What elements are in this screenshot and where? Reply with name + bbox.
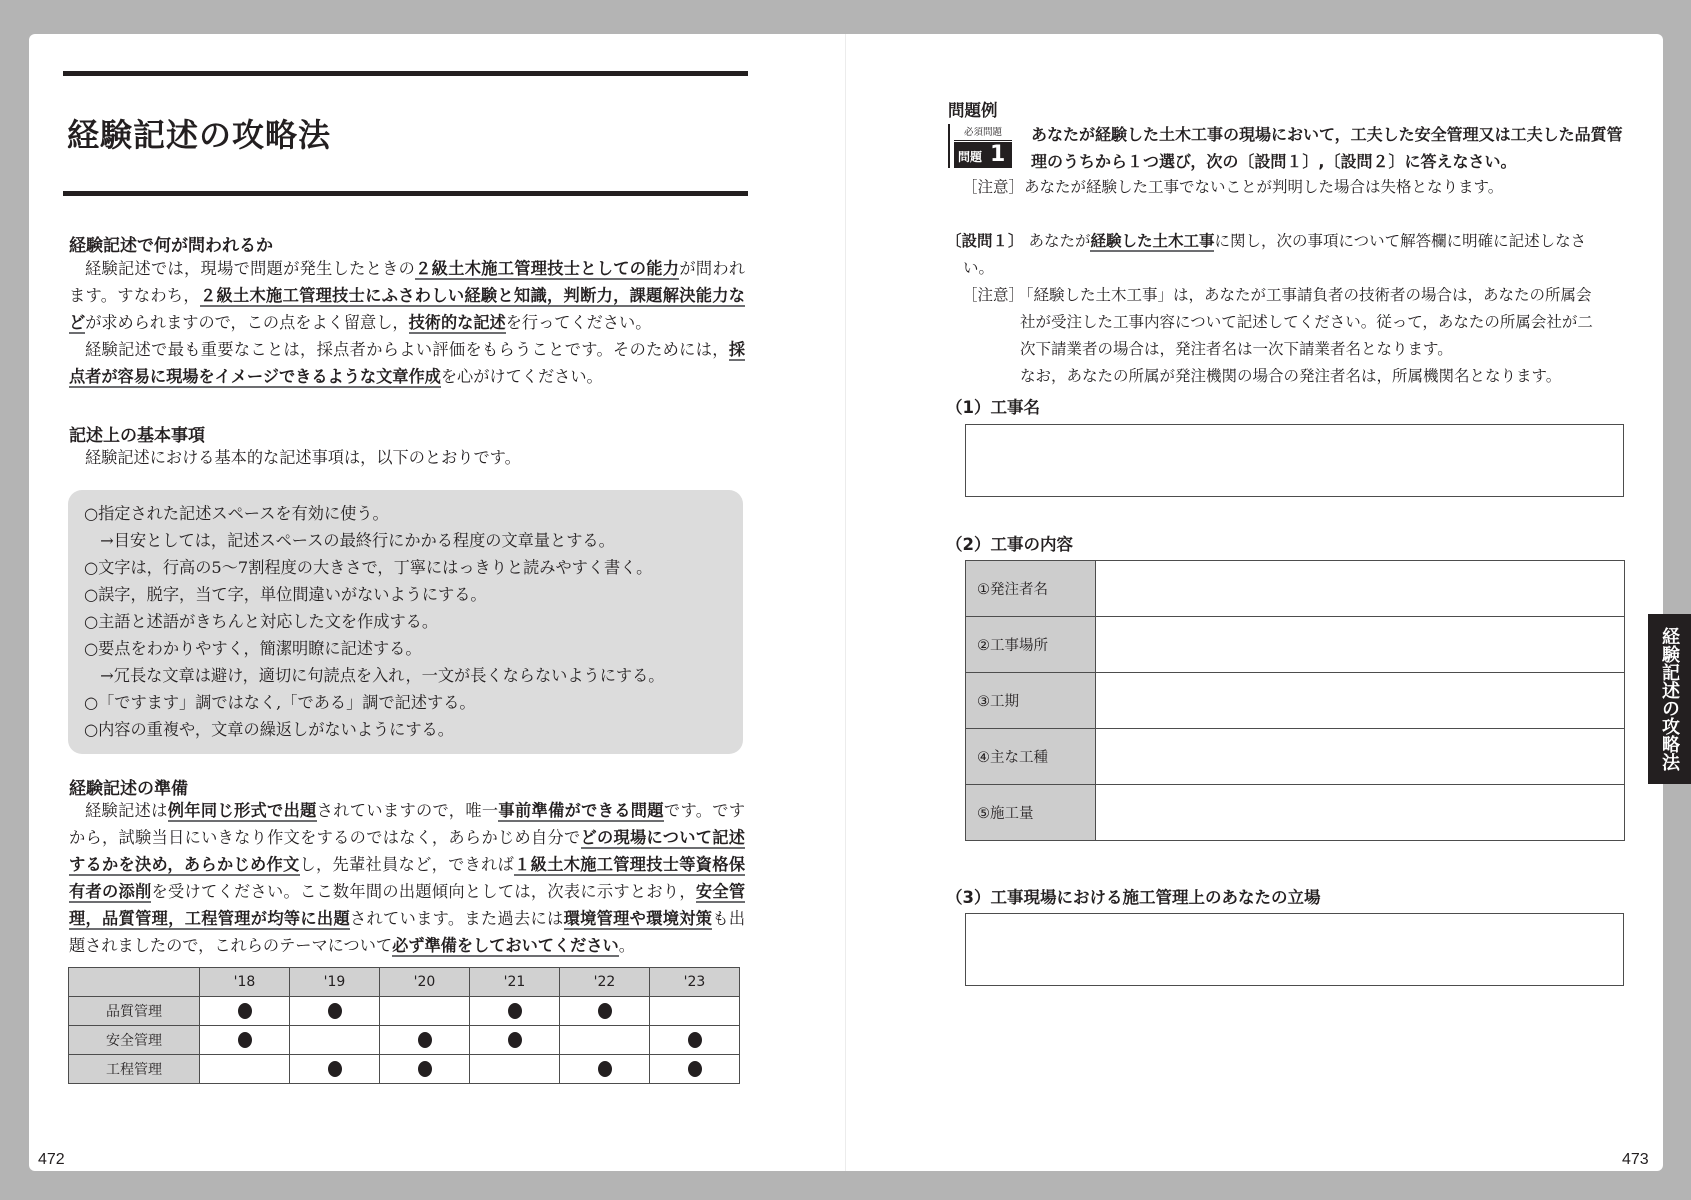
sub1-text-after: に関し，次の事項について解答欄に明確に記述しなさ — [1214, 232, 1587, 250]
construction-details-table — [965, 560, 1625, 841]
checklist-box — [68, 490, 743, 754]
your-position-field[interactable] — [965, 913, 1624, 986]
item2-label: （2）工事の内容 — [946, 535, 1073, 554]
emphasis-text: 技術的な記述 — [408, 313, 506, 332]
detail-answer-field[interactable] — [1096, 673, 1625, 729]
checklist-item: ○「ですます」調ではなく,「である」調で記述する。 — [84, 693, 476, 712]
note-line: 「経験した土木工事」は，あなたが工事請負者の技術者の場合は，あなたの所属会 — [1018, 286, 1592, 304]
year-cell — [650, 997, 740, 1026]
body-text: が問われます。すなわち， — [69, 259, 746, 305]
sub1-note-lines — [1018, 282, 1593, 390]
body-text: 経験記述では，現場で問題が発生したときの — [85, 259, 416, 278]
body-text: が求められますので，この点をよく留意し， — [85, 313, 409, 332]
year-cell — [560, 997, 650, 1026]
body-text: 経験記述は — [85, 801, 168, 820]
title-top-rule — [63, 71, 748, 76]
checklist-item: ○誤字，脱字，当て字，単位間違いがないようにする。 — [84, 585, 487, 604]
page-number-left: 472 — [38, 1151, 65, 1168]
emphasis-text: ２級土木施工管理技士としての能力 — [415, 259, 680, 278]
year-cell — [560, 1055, 650, 1084]
emphasis-text: ２級土木施工管理技士にふさわしい経験と知識，判断力，課題解決能力など — [69, 286, 745, 332]
checklist-item: →目安としては，記述スペースの最終行にかかる程度の文章量とする。 — [84, 531, 615, 550]
page-gutter — [845, 34, 846, 1171]
section-heading-preparation: 経験記述の準備 — [69, 779, 188, 799]
emphasis-text: 採点者が容易に現場をイメージできるような文章作成 — [69, 340, 745, 386]
year-header: '19 — [290, 968, 380, 997]
note-line: なお，あなたの所属が発注機関の場合の発注者名は，所属機関名となります。 — [1020, 367, 1562, 385]
disqualification-note: ［注意］あなたが経験した工事でないことが判明した場合は失格となります。 — [962, 178, 1504, 196]
item1-label: （1）工事名 — [946, 398, 1040, 417]
checklist-item: ○指定された記述スペースを有効に使う。 — [84, 504, 389, 523]
year-cell — [560, 1026, 650, 1055]
table-row — [69, 1026, 740, 1055]
filled-circle-icon — [508, 1003, 522, 1019]
exam-trend-table — [68, 967, 740, 1084]
section-heading-basics: 記述上の基本事項 — [69, 426, 205, 446]
emphasis-text: 環境管理や環境対策 — [563, 909, 713, 928]
body-text: を受けてください。ここ数年間の出題傾向としては，次表に示すとおり， — [151, 882, 696, 901]
sub1-text-before: あなたが — [1028, 232, 1091, 250]
body-text: 。 — [618, 936, 635, 955]
table-row — [69, 997, 740, 1026]
body-text: 経験記述で最も重要なことは，採点者からよい評価をもらうことです。そのためには， — [85, 340, 729, 359]
note-line: 社が受注した工事内容について記述してください。従って，あなたの所属会社が二 — [1020, 313, 1593, 331]
detail-label: ⑤施工量 — [966, 785, 1096, 841]
section2-intro — [69, 444, 745, 471]
year-cell — [650, 1055, 740, 1084]
body-text: されています。また過去には — [349, 909, 564, 928]
required-question-badge — [948, 124, 1012, 168]
sub-question-1-label: 〔設問１〕 — [946, 232, 1024, 250]
detail-row — [966, 785, 1625, 841]
year-header: '22 — [560, 968, 650, 997]
filled-circle-icon — [328, 1061, 342, 1077]
body-text: し，先輩社員など，できれば — [299, 855, 515, 874]
year-cell — [200, 1055, 290, 1084]
sub1-underlined: 経験した土木工事 — [1090, 232, 1215, 250]
emphasis-text: 例年同じ形式で出題 — [167, 801, 317, 820]
filled-circle-icon — [508, 1032, 522, 1048]
filled-circle-icon — [688, 1061, 702, 1077]
emphasis-text: 安全管理，品質管理，工程管理が均等に出題 — [69, 882, 746, 928]
sub1-note-label: ［注意］ — [962, 286, 1025, 304]
emphasis-text: 事前準備ができる問題 — [498, 801, 664, 820]
row-label: 安全管理 — [69, 1026, 200, 1055]
year-cell — [470, 1055, 560, 1084]
year-cell — [290, 1055, 380, 1084]
corner-cell — [69, 968, 200, 997]
filled-circle-icon — [418, 1032, 432, 1048]
detail-label: ④主な工種 — [966, 729, 1096, 785]
note-line: 次下請業者の場合は，発注者名は一次下請業者名となります。 — [1020, 340, 1453, 358]
section1-paragraph-1 — [69, 255, 745, 336]
detail-row — [966, 729, 1625, 785]
intro-text: 経験記述における基本的な記述事項は，以下のとおりです。 — [85, 448, 521, 467]
year-cell — [470, 997, 560, 1026]
year-header: '20 — [380, 968, 470, 997]
filled-circle-icon — [418, 1061, 432, 1077]
body-text: を行ってください。 — [505, 313, 652, 332]
title-bottom-rule — [63, 191, 748, 196]
badge-question-number — [954, 142, 1012, 168]
year-header: '21 — [470, 968, 560, 997]
filled-circle-icon — [328, 1003, 342, 1019]
detail-row — [966, 617, 1625, 673]
row-label: 品質管理 — [69, 997, 200, 1026]
body-text: も出題されましたので，これらのテーマについて — [69, 909, 746, 955]
page-number-right: 473 — [1622, 1151, 1649, 1168]
checklist-item: ○主語と述語がきちんと対応した文を作成する。 — [84, 612, 439, 631]
year-cell — [470, 1026, 560, 1055]
question-text: あなたが経験した土木工事の現場において，工夫した安全管理又は工夫した品質管理のうちから１つ選び，次の〔設問１〕,〔設問２〕に答えなさい。 — [1031, 125, 1623, 171]
year-cell — [290, 1026, 380, 1055]
section3-paragraph — [69, 797, 745, 959]
detail-answer-field[interactable] — [1096, 729, 1625, 785]
detail-label: ①発注者名 — [966, 561, 1096, 617]
badge-number: 1 — [990, 142, 1006, 167]
detail-answer-field[interactable] — [1096, 785, 1625, 841]
year-cell — [380, 1026, 470, 1055]
filled-circle-icon — [598, 1061, 612, 1077]
body-text: されていますので，唯一 — [316, 801, 499, 820]
year-cell — [380, 1055, 470, 1084]
sub1-wrap: い。 — [963, 259, 995, 277]
section1-paragraph-2 — [69, 336, 745, 390]
example-heading: 問題例 — [948, 101, 998, 120]
page-title: 経験記述の攻略法 — [67, 116, 332, 154]
sub-question-1 — [946, 228, 1626, 255]
emphasis-text: １級土木施工管理技士等資格保有者の添削 — [69, 855, 746, 901]
checklist-item: →冗長な文章は避け，適切に句読点を入れ，一文が長くならないようにする。 — [84, 666, 665, 685]
row-label: 工程管理 — [69, 1055, 200, 1084]
detail-answer-field[interactable] — [1096, 561, 1625, 617]
filled-circle-icon — [598, 1003, 612, 1019]
construction-name-field[interactable] — [965, 424, 1624, 497]
year-cell — [650, 1026, 740, 1055]
detail-answer-field[interactable] — [1096, 617, 1625, 673]
year-cell — [200, 1026, 290, 1055]
checklist-item: ○内容の重複や，文章の繰返しがないようにする。 — [84, 720, 454, 739]
p1-runs — [69, 259, 745, 332]
p2-runs — [69, 340, 745, 386]
checklist-item: ○文字は，行高の5～7割程度の大きさで，丁寧にはっきりと読みやすく書く。 — [84, 558, 653, 577]
p3-runs — [69, 801, 745, 955]
table-row — [69, 1055, 740, 1084]
section-heading-what-is-asked: 経験記述で何が問われるか — [69, 236, 273, 256]
checklist-item: ○要点をわかりやすく，簡潔明瞭に記述する。 — [84, 639, 422, 658]
detail-label: ②工事場所 — [966, 617, 1096, 673]
body-text: です。ですから，試験当日にいきなり作文をするのではなく，あらかじめ自分で — [69, 801, 746, 847]
year-header-row — [69, 968, 740, 997]
chapter-side-tab[interactable]: 経験記述の攻略法 — [1648, 614, 1691, 784]
filled-circle-icon — [238, 1032, 252, 1048]
detail-label: ③工期 — [966, 673, 1096, 729]
year-header: '18 — [200, 968, 290, 997]
badge-required-label: 必須問題 — [954, 124, 1012, 141]
item3-label: （3）工事現場における施工管理上のあなたの立場 — [946, 888, 1321, 907]
badge-word: 問題 — [958, 150, 983, 164]
detail-row — [966, 561, 1625, 617]
year-cell — [200, 997, 290, 1026]
year-cell — [290, 997, 380, 1026]
emphasis-text: 必ず準備をしておいてください — [392, 936, 619, 955]
filled-circle-icon — [688, 1032, 702, 1048]
filled-circle-icon — [238, 1003, 252, 1019]
emphasis-text: どの現場について記述するかを決め，あらかじめ作文 — [69, 828, 745, 874]
year-header: '23 — [650, 968, 740, 997]
year-cell — [380, 997, 470, 1026]
body-text: を心がけてください。 — [440, 367, 603, 386]
detail-row — [966, 673, 1625, 729]
